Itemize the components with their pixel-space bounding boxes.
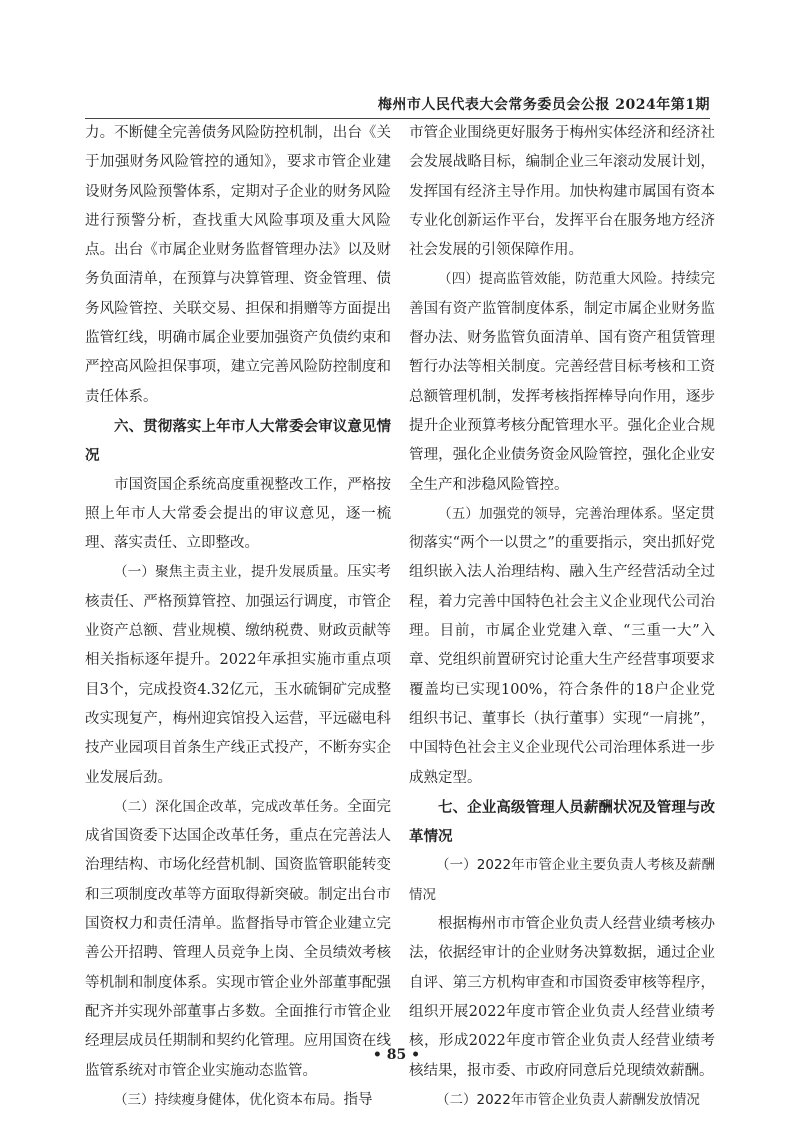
- page-number: • 85 •: [372, 1047, 421, 1063]
- subheading-item-5: （五）加强党的领导，完善治理体系。: [438, 505, 672, 522]
- paragraph-item-3-body: 指导: [343, 1091, 373, 1108]
- subheading-item-1: （一）聚焦主责主业，提升发展质量。: [114, 564, 348, 581]
- paragraph-item-2-body: 全面完成省国资委下达国企改革任务，重点在完善法人治理结构、市场化经营机制、国资监管职能转变和三项制度改革等方面取得新突破。制定出台市国资权力和责任清单。监督指导市管企业建立完善公开招聘、管理人员竞争上岗、全员绩效考核等机制和制度体系。实现市管企业外部董事配强配齐并实现外部董事占多数。全面推行市管企业经理层成员任期制和契约化管理。应用国资在线监管系统对市管企业实施动态监管。: [85, 798, 392, 1079]
- paragraph-item-1: [85, 558, 391, 792]
- subheading-assessment: （一）2022年市管企业主要负责人考核及薪酬情况: [409, 857, 715, 903]
- paragraph-risk-control: 力。不断健全完善债务风险防控机制，出台《关于加强财务风险管控的通知》，要求市管企业建设财务风险预警体系，定期对子企业的财务风险进行预警分析，查找重大风险事项及重大风险点。出台《市属企业财务监督管理办法》以及财务负面清单，在预算与决算管理、资金管理、债务风险管控、关联交易、担保和捐赠等方面提出监管红线，明确市属企业要加强资产负债约束和严控高风险担保事项，建立完善风险防控制度和责任体系。: [85, 125, 391, 405]
- paragraph-item-3-continued: 市管企业围绕更好服务于梅州实体经济和经济社会发展战略目标，编制企业三年滚动发展计划，发挥国有经济主导作用。加快构建市属国有资本专业化创新运作平台，发挥平台在服务地方经济社会发展的引领保障作用。: [409, 125, 715, 259]
- subheading-item-2: （二）深化国企改革，完成改革任务。: [114, 798, 348, 815]
- paragraph-item-4: [409, 265, 715, 499]
- paragraph-item-4-body: 持续完善国有资产监管制度体系，制定市属企业财务监督办法、财务监管负面清单、国有资产租赁管理暂行办法等相关制度。完善经营目标考核和工资总额管理机制，发挥考核指挥棒导向作用，逐步提升企业预算考核分配管理水平。强化企业合规管理，强化企业债务资金风险管控，强化企业安全生产和涉稳风险管控。: [409, 271, 716, 493]
- subheading-item-4: （四）提高监管效能，防范重大风险。: [438, 271, 672, 288]
- paragraph-item-5-body: 坚定贯彻落实“两个一以贯之”的重要指示，突出抓好党组织嵌入法人治理结构、融入生产经营活动全过程，着力完善中国特色社会主义企业现代公司治理。目前，市属企业党建入章、“三重一大”入章、党组织前置研究讨论重大生产经营事项要求覆盖均已实现100%，符合条件的18户企业党组织书记、董事长（执行董事）实现“一肩挑”，中国特色社会主义企业现代公司治理体系进一步成熟定型。: [409, 505, 716, 786]
- paragraph-rectification-intro: 市国资国企系统高度重视整改工作，严格按照上年市人大常委会提出的审议意见，逐一梳理、落实责任、立即整改。: [85, 476, 391, 552]
- paragraph-assessment: 根据梅州市市管企业负责人经营业绩考核办法，依据经审计的企业财务决算数据，通过企业自评、第三方机构审查和市国资委审核等程序，组织开展2022年度市管企业负责人经营业绩考核，形成2022年度市管企业负责人经营业绩考核结果，报市委、市政府同意后兑现绩效薪酬。: [409, 916, 715, 1079]
- paragraph-item-1-body: 压实考核责任、严格预算管控、加强运行调度，市管企业资产总额、营业规模、缴纳税费、财政贡献等相关指标逐年提升。2022年承担实施市重点项目3个，完成投资4.32亿元，玉水硫铜矿完成整改实现复产，梅州迎宾馆投入运营，平远磁电科技产业园项目首条生产线正式投产，不断夯实企业发展后劲。: [85, 564, 392, 786]
- paragraph-item-5: [409, 500, 715, 793]
- subheading-salary: （二）2022年市管企业负责人薪酬发放情况: [436, 1091, 700, 1108]
- right-text-column: [409, 119, 716, 1108]
- journal-header-title: 梅州市人民代表大会常务委员会公报 2024年第1期: [377, 97, 710, 113]
- paragraph-item-2: [85, 793, 391, 1086]
- subheading-item-3: （三）持续瘦身健体，优化资本布局。: [114, 1091, 344, 1108]
- left-text-column: [85, 119, 392, 1108]
- paragraph-item-3: [85, 1086, 391, 1115]
- section-heading-seven: 七、企业高级管理人员薪酬状况及管理与改革情况: [409, 798, 715, 846]
- section-heading-six: 六、贯彻落实上年市人大常委会审议意见情况: [85, 417, 391, 465]
